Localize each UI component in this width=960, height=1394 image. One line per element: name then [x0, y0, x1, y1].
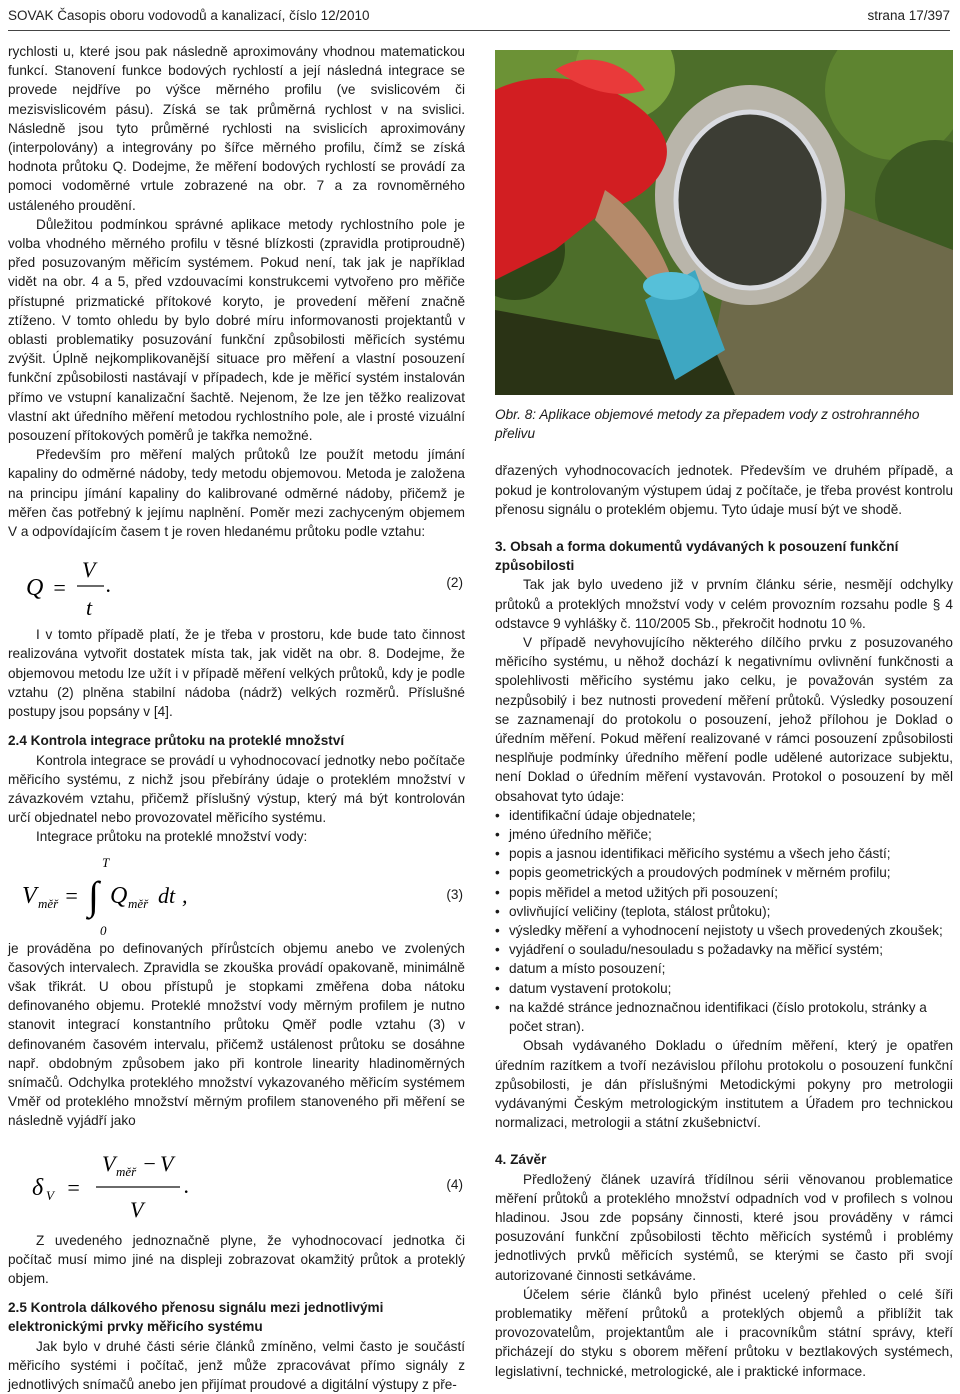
svg-text:měř: měř — [128, 895, 149, 911]
protocol-items-list — [495, 806, 953, 1036]
page-header — [8, 4, 950, 26]
section-heading: 2.5 Kontrola dálkového přenosu signálu mezi jednotlivými elektronickými prvky měřicího systému — [8, 1300, 384, 1335]
equation-number: (3) — [446, 886, 463, 902]
header-divider — [8, 30, 950, 31]
list-item: • ovlivňující veličiny (teplota, stálost průtoku); — [509, 902, 953, 921]
svg-text:V: V — [82, 557, 96, 583]
svg-text:měř: měř — [116, 1163, 137, 1179]
svg-text:=: = — [64, 882, 79, 908]
paragraph: dřazených vyhodnocovacích jednotek. Především ve druhém případě, a pokud je kontrolovaným výstupem údaj z počítače, je třeba provést kontrolu přenosu signálu o proteklém objemu. Tyto údaje musí být ve shodě. — [495, 463, 953, 517]
svg-text:.: . — [184, 1172, 190, 1198]
photo-illustration — [495, 50, 953, 395]
svg-text:=: = — [52, 575, 67, 601]
list-item: • popis a jasnou identifikaci měřicího systému a všech jeho částí; — [509, 844, 953, 863]
list-item: • výsledky měření a vyhodnocení nejistoty u všech provedených zkoušek; — [509, 921, 953, 940]
section-heading: 4. Závěr — [495, 1152, 547, 1168]
svg-text:Q: Q — [110, 882, 128, 909]
list-item: • popis měřidel a metod užitých při posouzení; — [509, 883, 953, 902]
paragraph: Tak jak bylo uvedeno již v prvním článku série, nesmějí odchylky průtoků a proteklých množství vody v celém provozním rozsahu podle § 4 odstavce 9 vyhlášky č. 110/2005 Sb., překročit hodnotu 10 %. — [495, 577, 953, 631]
list-item: • datum vystavení protokolu; — [509, 979, 953, 998]
list-item: • identifikační údaje objednatele; — [509, 806, 953, 825]
svg-text:δ: δ — [32, 1174, 44, 1201]
paragraph: Předložený článek uzavírá třídílnou sérii věnovanou problematice měření průtoků a proteklého množství odpadních vod v profilech s volnou hladinou. Jsou zde popsány činnosti, které jsou prováděny v rámci posuzování funkční způsobilosti těchto měřicích systémů i problémy jednotlivých prvků měřicích systémů, se kterými se často při svojí autorizované činnosti setkáváme. — [495, 1171, 953, 1283]
svg-text:měř: měř — [38, 895, 59, 911]
paragraph: je prováděna po definovaných přírůstcích objemu anebo ve zvolených časových intervalech. Zpravidla se zkouška provádí opakovaně, minimálně však třikrát. U obou přístupů je stopkami změřena doba nátoku definovaného objemu. Proteklé množství vody měrným profilem je nutno stanovit integrací konstantního průtoku Qměř podle vztahu (3) v definovaném časovém intervalu, přičemž ustálenost průtoku se dosáhne např. obdobným způsobem jako při kontrole linearity hladinoměrných snímačů. Odchylka proteklého množství vykazovaného měřicím systémem Vměř od proteklého množství měrným profilem stanoveného při měření se následně vyjádří jako — [8, 940, 465, 1129]
svg-text:=: = — [66, 1174, 81, 1200]
paragraph: Kontrola integrace se provádí u vyhodnocovací jednotky nebo počítače měřicího systému, z nichž jsou přebírány údaje o proteklém množství v závazkovém vztahu, přičemž příslušný výstup, který má být kontrolován určí objednatel nebo provozovatel měřicího systému. — [8, 752, 465, 826]
page-number: strana 17/397 — [867, 8, 950, 23]
list-item: • na každé stránce jednoznačnou identifikaci (číslo protokolu, stránky a počet stran). — [509, 998, 953, 1036]
svg-text:V: V — [22, 882, 37, 909]
list-item: • jméno úředního měřiče; — [509, 825, 953, 844]
paragraph: I v tomto případě platí, že je třeba v prostoru, kde bude tato činnost realizována vytvořit dostatek místa tak, jak vidět na obr. 8. Dodejme, že objemovou metodu lze užít i v případě měření velkých průtoků, kdy je podle vztahu (2) plněna stabilní nádoba (nádrž) velkých rozměrů. Příslušné postupy jsou popsány v [4]. — [8, 627, 465, 720]
paragraph: Účelem série článků bylo přinést ucelený přehled o celé šíři problematiky měření průtoků a proteklých objemů a přiblížit tak provozovatelům, projektantům ale i pracovníkům státní správy, kteří přicházejí do styku s oborem měření průtoku v beztlakových systémech, legislativní, technické, metrologické, ale i praktické informace. — [495, 1286, 953, 1379]
equation-number: (4) — [446, 1176, 463, 1192]
paragraph: Především pro měření malých průtoků lze použít metodu jímání kapaliny do odměrné nádoby, tedy metodu objemovou. Metoda je založena na principu jímání kapaliny do kalibrované odměrné nádoby, přičemž je měřen čas potřebný k jejímu naplnění. Poměr mezi zachyceným objemem V a odpovídajícím časem t je roven hledanému průtoku podle vztahu: — [8, 447, 465, 540]
left-column — [8, 42, 465, 1394]
svg-text:V: V — [46, 1187, 54, 1203]
equation-number: (2) — [446, 575, 463, 591]
section-heading: 3. Obsah a forma dokumentů vydávaných k posouzení funkční způsobilosti — [495, 539, 899, 574]
paragraph: Jak bylo v druhé části série článků zmíněno, velmi často je součástí měřicího systémi i počítač, jenž může zpracovávat přímo signály z jednotlivých snímačů anebo jen přijímat proudové a digitální výstupy z pře- — [8, 1338, 465, 1392]
paragraph: rychlosti u, které jsou pak následně aproximovány vhodnou matematickou funkcí. Stanovení funkce bodových rychlostí a její následná integrace se provede nejdříve po výšce měrného profilu (ve svislicovém či mezisvislicovém pásu). Získá se tak průměrná rychlost v na svislici. Následně jsou tyto průměrné rychlosti na svislicích aproximovány (interpolovány) a integrovány po šířce měrného profilu, čímž se získá hodnota průtoku Q. Dodejme, že měření bodových rychlostí se provádí za pomoci vodoměrné vrtule zobrazené na obr. 7 a za rovnoměrného ustáleného proudění. — [8, 44, 465, 213]
equation-2-formula — [22, 547, 222, 625]
list-item: • vyjádření o souladu/nesouladu s požadavky na měřicí systém; — [509, 940, 953, 959]
equation-3-formula — [22, 847, 262, 939]
list-item: • datum a místo posouzení; — [509, 959, 953, 978]
paragraph: Obsah vydávaného Dokladu o úředním měření, který je opatřen úředním razítkem a tvoří nezávislou přílohu protokolu o posouzení funkční způsobilosti, je dán příslušnými Metodickými pokyny pro metrologii vydávanými Českým metrologickým institutem a Úřadem pro technickou normalizaci, metrologii a státní zkušebnictví. — [495, 1038, 953, 1131]
svg-text:V: V — [130, 1196, 144, 1222]
equation-2 — [8, 547, 465, 625]
equation-4 — [8, 1141, 465, 1231]
equation-3 — [8, 847, 465, 939]
svg-text:Q: Q — [26, 575, 44, 602]
svg-text:−: − — [142, 1150, 157, 1176]
paragraph: Integrace průtoku na proteklé množství vody: — [36, 829, 308, 845]
svg-text:,: , — [182, 882, 188, 908]
paragraph: Důležitou podmínkou správné aplikace metody rychlostního pole je volba vhodného měrného profilu v těsné blízkosti (zpravidla protiproudně) před posuzovaným měřicím systémem. Pokud není, tak jak je například vidět na obr. 4 a 5, před vzdouvacími konstrukcemi vytvořeno pro měřiče přístupné prizmatické přítokové koryto, je provedení měření značně ztíženo. V tomto ohledu by bylo dobré míru informovanosti projektantů v oblasti problematiky posuzování funkční způsobilosti měřicích systému zvýšit. Úplně nejkomplikovanější situace pro měření a vlastní posouzení funkční způsobilosti nastávají v případech, kde je měřicí systém instalován přímo ve vstupní kanalizační šachtě. Nejenom, že lze jen těžko realizovat vlastní akt úředního měření metodou rychlostního pole, ale i prosté vizuální posouzení přítokových poměrů je takřka nemožné. — [8, 216, 465, 444]
paragraph: Z uvedeného jednoznačně plyne, že vyhodnocovací jednotka či počítač musí mimo jiné na displeji zobrazovat okamžitý průtok a proteklý objem. — [8, 1232, 465, 1286]
paragraph: V případě nevyhovujícího některého dílčího prvku z posuzovaného měřicího systému, u něhož dochází k negativnímu ovlivnění funkčnosti a spolehlivosti měřicího systému jako celku, je považován systém za nezpůsobilý i bez nutnosti provedení měření průtoků. Výsledky posouzení se zaznamenají do protokolu o posouzení, jehož přílohou je Doklad o úředním měření. Pokud měření realizované v rámci posouzení způsobilosti nesplňuje podmínky úředního měření podle udělené autorizace subjektu, není Doklad o úředním měření vystavován. Protokol o posouzení by měl obsahovat tyto údaje: — [495, 635, 953, 804]
right-column — [495, 50, 953, 1381]
svg-text:dt: dt — [158, 882, 176, 908]
journal-title: SOVAK Časopis oboru vodovodů a kanalizací, číslo 12/2010 — [8, 8, 370, 23]
section-heading: 2.4 Kontrola integrace průtoku na proteklé množství — [8, 733, 345, 749]
svg-text:T: T — [102, 854, 110, 870]
figure-photo — [495, 50, 953, 395]
svg-text:V: V — [160, 1150, 174, 1176]
svg-text:.: . — [106, 572, 112, 598]
equation-4-formula — [32, 1141, 272, 1231]
list-item: • popis geometrických a proudových podmínek v měrném profilu; — [509, 863, 953, 882]
svg-text:V: V — [102, 1150, 116, 1176]
svg-text:0: 0 — [100, 922, 107, 938]
svg-text:t: t — [86, 595, 93, 621]
figure-caption: Obr. 8: Aplikace objemové metody za přepadem vody z ostrohranného přelivu — [495, 407, 920, 442]
svg-text:∫: ∫ — [88, 872, 99, 918]
